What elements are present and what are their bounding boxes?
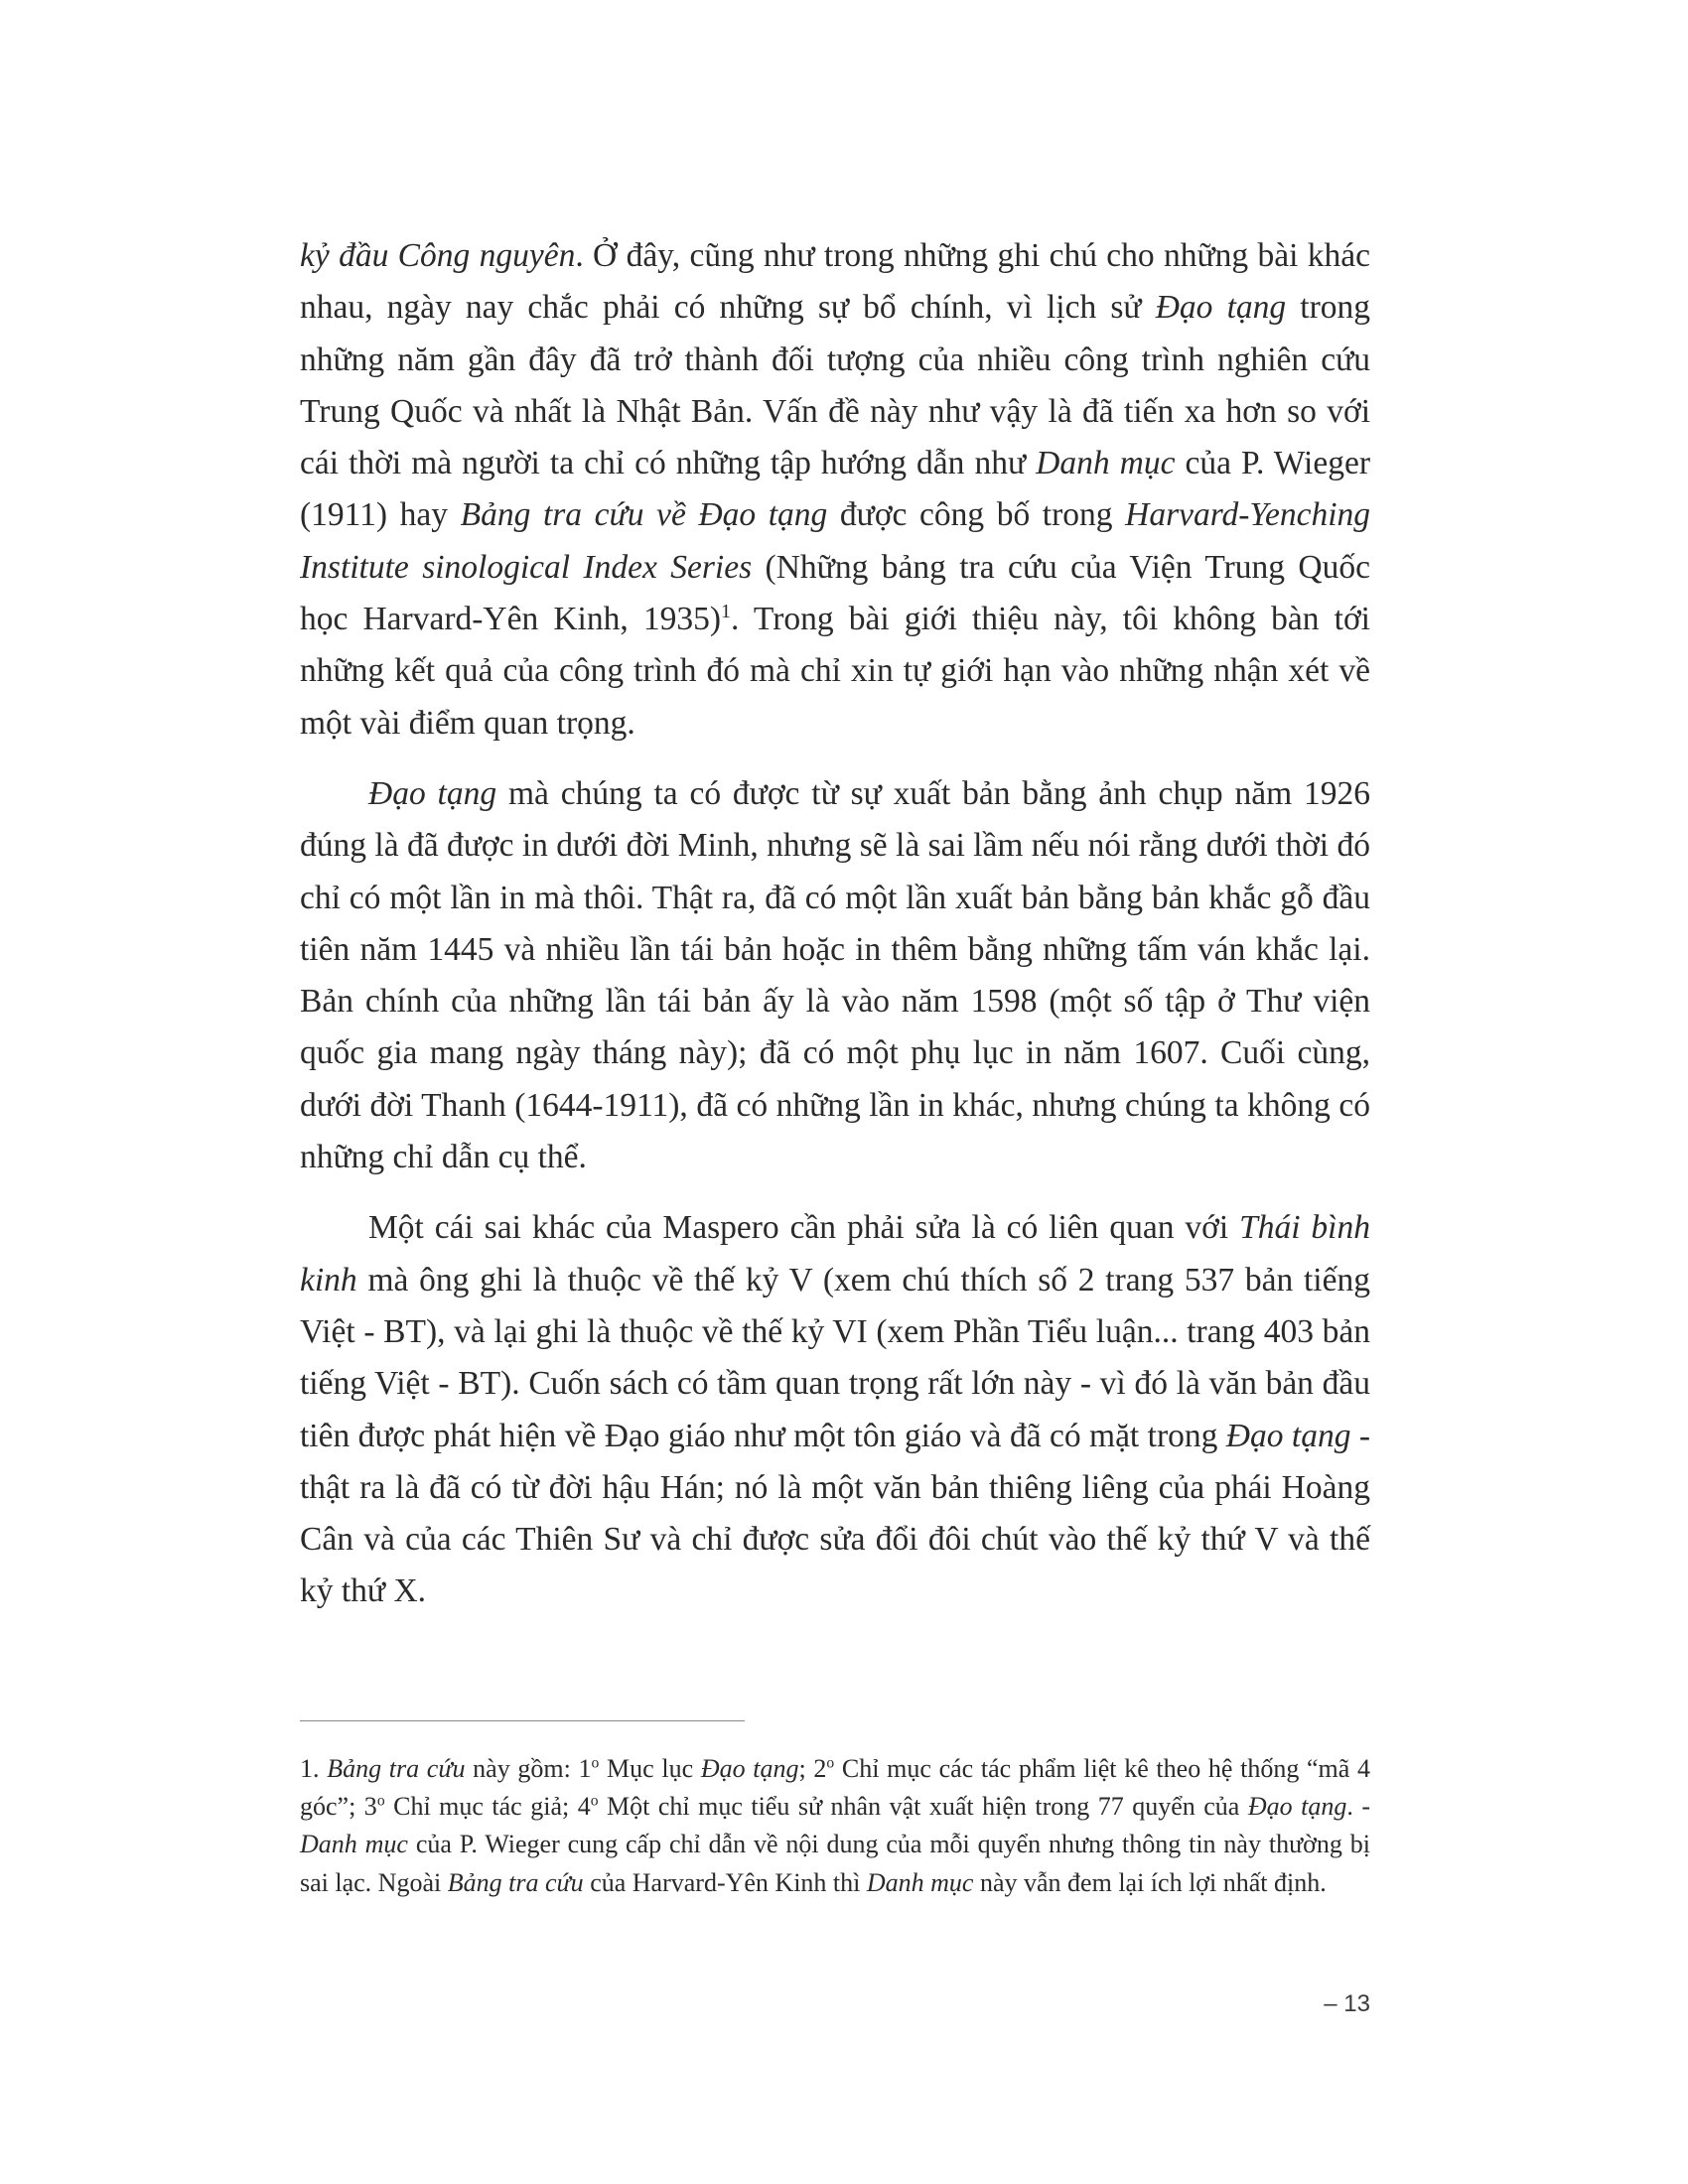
text-run: - thật ra là đã có từ đời hậu Hán; nó là một văn bản thiêng liêng của phái Hoàng Cân và của các Thiên Sư và chỉ được sửa đổi đôi chút vào thế kỷ thứ V và thế kỷ thứ X. bbox=[300, 1417, 1371, 1610]
italic-text: Bảng tra cứu bbox=[327, 1754, 466, 1783]
superscript: o bbox=[826, 1754, 835, 1772]
text-run: Một cái sai khác của Maspero cần phải sửa là có liên quan với bbox=[368, 1209, 1240, 1247]
italic-text: Thái bình kinh bbox=[300, 1209, 1370, 1298]
italic-text: Danh mục bbox=[300, 1830, 408, 1859]
text-run: (Những bảng tra cứu của Viện Trung Quốc học Harvard-Yên Kinh, 1935) bbox=[300, 548, 1370, 638]
text-run: . Trong bài giới thiệu này, tôi không bàn tới những kết quả của công trình đó mà chỉ xin tự giới hạn vào những nhận xét về một vài điểm quan trọng. bbox=[300, 601, 1370, 742]
text-run: . - bbox=[1346, 1792, 1371, 1822]
italic-text: kỷ đầu Công nguyên bbox=[300, 237, 576, 274]
paragraph bbox=[300, 1202, 1370, 1617]
text-run: này gồm: 1 bbox=[465, 1754, 592, 1783]
italic-text: Danh mục bbox=[866, 1867, 974, 1897]
text-run: của P. Wieger (1911) hay bbox=[300, 445, 1370, 534]
footnote bbox=[300, 1750, 1370, 1902]
text-run: mà ông ghi là thuộc về thế kỷ V (xem chú thích số 2 trang 537 bản tiếng Việt - BT), và lại ghi là thuộc về thế kỷ VI (xem Phần Tiểu luận... trang 403 bản tiếng Việt - BT). Cuốn sách có tầm quan trọng rất lớn này - vì đó là văn bản đầu tiên được phát hiện về Đạo giáo như một tôn giáo và đã có mặt trong bbox=[300, 1261, 1370, 1454]
text-run: 1. bbox=[300, 1754, 328, 1783]
superscript: 1 bbox=[720, 600, 732, 622]
footnotes bbox=[300, 1750, 1370, 1902]
paragraph bbox=[300, 768, 1370, 1183]
italic-text: Đạo tạng bbox=[368, 774, 497, 812]
italic-text: Danh mục bbox=[1036, 445, 1176, 482]
italic-text: Đạo tạng bbox=[1225, 1417, 1351, 1454]
paragraph bbox=[300, 230, 1370, 750]
text-run: của P. Wieger cung cấp chỉ dẫn về nội dung của mỗi quyển nhưng thông tin này thường bị sai lạc. Ngoài bbox=[300, 1830, 1370, 1897]
text-run: Chỉ mục tác giả; 4 bbox=[384, 1792, 591, 1822]
text-run: mà chúng ta có được từ sự xuất bản bằng ảnh chụp năm 1926 đúng là đã được in dưới đời Minh, nhưng sẽ là sai lầm nếu nói rằng dưới thời đó chỉ có một lần in mà thôi. Thật ra, đã có một lần xuất bản bằng bản khắc gỗ đầu tiên năm 1445 và nhiều lần tái bản hoặc in thêm bằng những tấm ván khắc lại. Bản chính của những lần tái bản ấy là vào năm 1598 (một số tập ở Thư viện quốc gia mang ngày tháng này); đã có một phụ lục in năm 1607. Cuối cùng, dưới đời Thanh (1644-1911), đã có những lần in khác, nhưng chúng ta không có những chỉ dẫn cụ thể. bbox=[300, 774, 1371, 1176]
italic-text: Bảng tra cứu về Đạo tạng bbox=[460, 496, 828, 534]
superscript: o bbox=[591, 1754, 600, 1772]
footnote-separator bbox=[300, 1720, 745, 1721]
text-run: Chỉ mục các tác phẩm liệt kê theo hệ thống “mã 4 góc”; 3 bbox=[300, 1754, 1370, 1822]
text-run: Một chỉ mục tiểu sử nhân vật xuất hiện trong 77 quyển của bbox=[598, 1792, 1248, 1822]
text-run: của Harvard-Yên Kinh thì bbox=[583, 1867, 867, 1897]
text-run: này vẫn đem lại ích lợi nhất định. bbox=[973, 1867, 1327, 1897]
italic-text: Đạo tạng bbox=[1247, 1792, 1347, 1822]
page-number: – 13 bbox=[1324, 1990, 1370, 2017]
superscript: o bbox=[590, 1792, 599, 1810]
italic-text: Đạo tạng bbox=[1155, 289, 1287, 327]
text-run: . Ở đây, cũng như trong những ghi chú cho những bài khác nhau, ngày nay chắc phải có những sự bổ chính, vì lịch sử bbox=[300, 237, 1370, 327]
main-text bbox=[300, 230, 1370, 1618]
text-run: ; 2 bbox=[798, 1754, 827, 1783]
text-run: Mục lục bbox=[599, 1754, 701, 1783]
italic-text: Harvard-Yenching Institute sinological Index Series bbox=[300, 496, 1371, 586]
text-run: được công bố trong bbox=[827, 496, 1126, 534]
italic-text: Bảng tra cứu bbox=[447, 1867, 584, 1897]
italic-text: Đạo tạng bbox=[700, 1754, 799, 1783]
superscript: o bbox=[376, 1792, 385, 1810]
text-run: trong những năm gần đây đã trở thành đối tượng của nhiều công trình nghiên cứu Trung Quốc và nhất là Nhật Bản. Vấn đề này như vậy là đã tiến xa hơn so với cái thời mà người ta chỉ có những tập hướng dẫn như bbox=[300, 289, 1371, 482]
